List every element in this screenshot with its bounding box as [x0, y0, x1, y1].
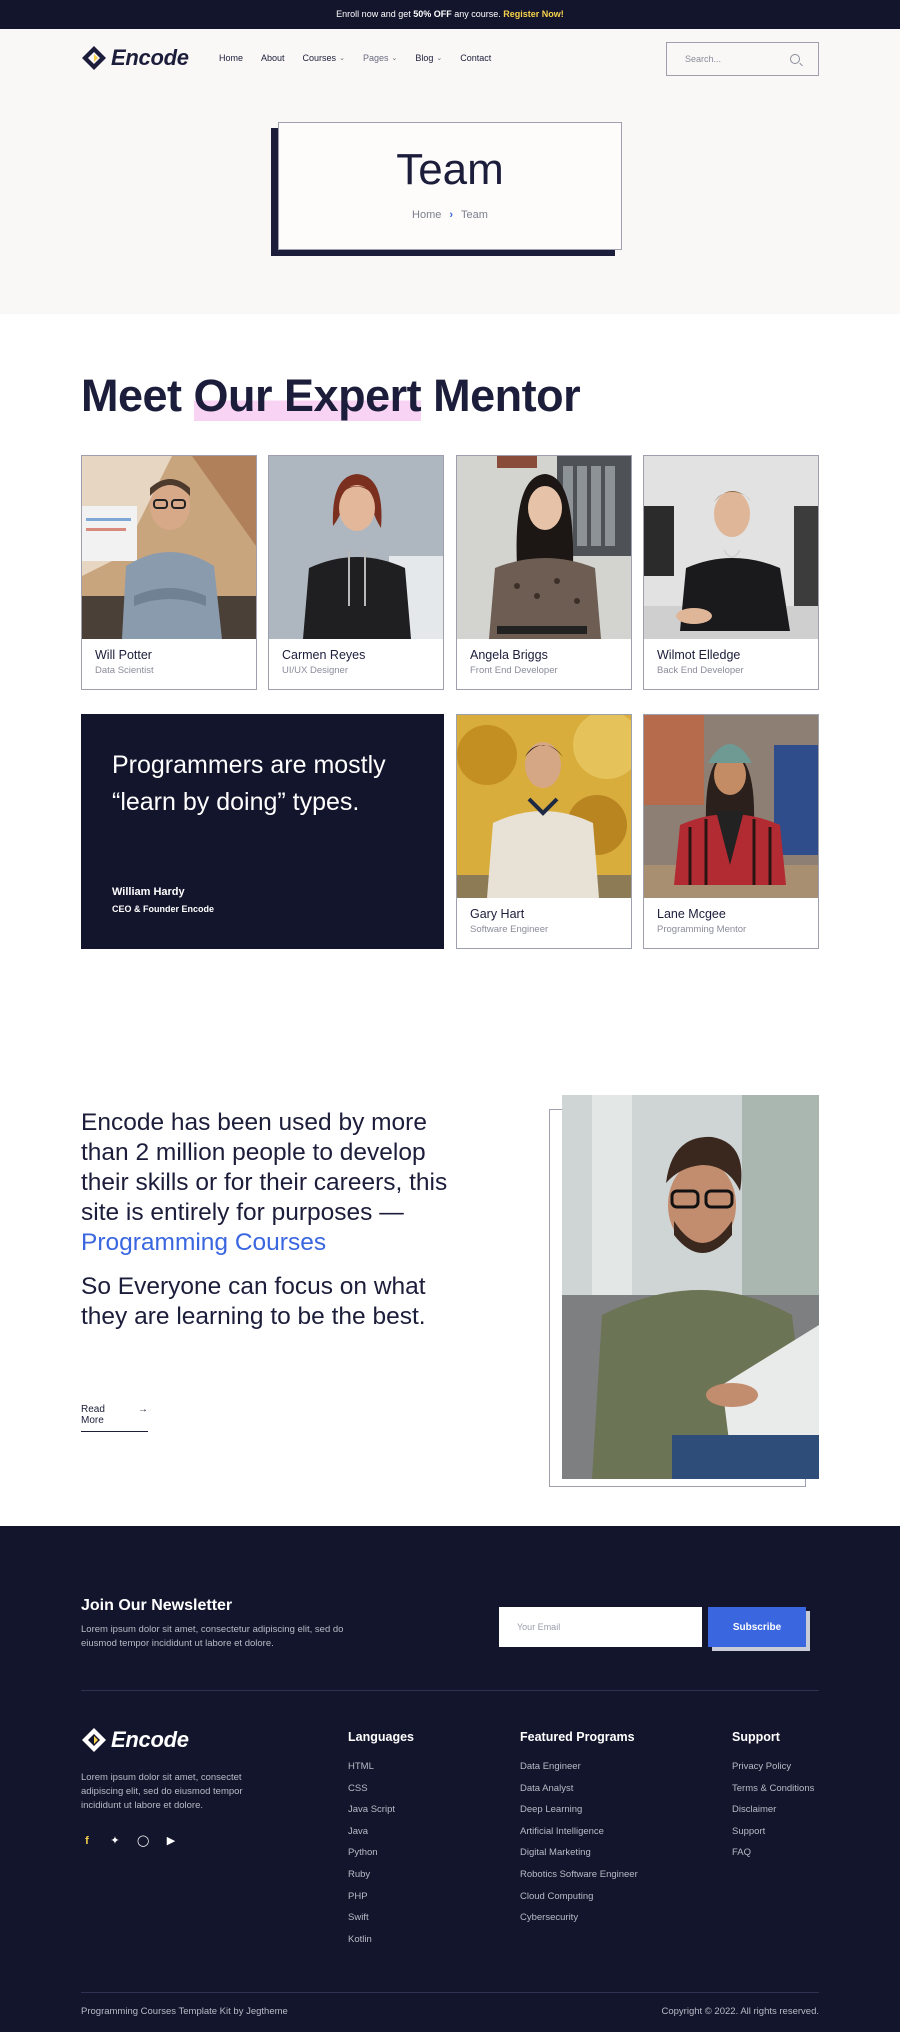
mentor-role: Software Engineer	[470, 924, 549, 935]
nav-label: About	[261, 53, 285, 63]
mentor-name: Wilmot Elledge	[657, 648, 741, 662]
mentor-card[interactable]	[456, 714, 632, 949]
promo-paragraph-2: So Everyone can focus on what they are learning to be the best.	[81, 1273, 426, 1330]
topbar-text: Enroll now and get	[336, 9, 414, 19]
mentor-name: Will Potter	[95, 648, 152, 662]
footer-link[interactable]: PHP	[348, 1890, 368, 1902]
title-text: Meet	[81, 370, 194, 421]
quote-text: Programmers are mostly “learn by doing” types.	[112, 751, 386, 816]
footer-link[interactable]: Ruby	[348, 1868, 371, 1880]
footer-link[interactable]: FAQ	[732, 1847, 752, 1859]
search-icon[interactable]	[790, 54, 800, 64]
topbar-text-after: any course.	[451, 9, 501, 19]
social-links	[81, 1834, 177, 1847]
footer-link[interactable]: Cloud Computing	[520, 1890, 594, 1902]
breadcrumb-home[interactable]: Home	[412, 209, 442, 221]
footer-link[interactable]: Java Script	[348, 1804, 395, 1816]
chevron-down-icon: ⌄	[391, 55, 398, 62]
read-more-label: Read More	[81, 1404, 105, 1426]
mentor-card[interactable]	[643, 714, 819, 949]
footer-copyright: Copyright © 2022. All rights reserved.	[661, 2006, 819, 2017]
footer-credit: Programming Courses Template Kit by Jegtheme	[81, 2006, 288, 2017]
mentor-name: Lane Mcgee	[657, 907, 726, 921]
mentor-name: Gary Hart	[470, 907, 525, 921]
subscribe-button[interactable]: Subscribe	[708, 1607, 806, 1647]
nav-item-pages[interactable]	[363, 53, 397, 63]
footer-link[interactable]: Data Engineer	[520, 1761, 581, 1772]
promo-text: Encode has been used by more than 2 million people to develop their skills or for their careers, this site is entirely for purposes —	[81, 1109, 448, 1226]
chevron-down-icon: ⌄	[339, 55, 345, 62]
footer-link[interactable]: Python	[348, 1847, 378, 1859]
footer-link[interactable]: Terms & Conditions	[732, 1782, 815, 1794]
logo-icon	[81, 45, 107, 71]
title-highlight: Our Expert	[193, 370, 422, 421]
mentor-card[interactable]	[643, 455, 819, 690]
mentor-photo	[644, 456, 818, 639]
footer-link[interactable]: Cybersecurity	[520, 1912, 579, 1924]
breadcrumb	[279, 209, 621, 221]
mentor-role: Front End Developer	[470, 665, 558, 676]
quote-block	[81, 714, 444, 949]
quote-author-position: CEO & Founder Encode	[112, 904, 215, 914]
topbar-discount: 50% OFF	[413, 9, 452, 19]
footer-link[interactable]: Artificial Intelligence	[520, 1825, 604, 1837]
footer-column-title: Languages	[348, 1730, 414, 1744]
footer-link[interactable]: Disclaimer	[732, 1804, 777, 1816]
logo[interactable]	[81, 45, 189, 71]
mentors-section	[0, 314, 900, 1024]
arrow-right-icon: →	[138, 1404, 148, 1415]
footer-link[interactable]: HTML	[348, 1761, 374, 1772]
title-text: Mentor	[421, 370, 581, 421]
nav-label: Courses	[302, 53, 337, 63]
footer-link[interactable]: Deep Learning	[520, 1804, 583, 1816]
mentor-role: UI/UX Designer	[282, 665, 348, 676]
footer-divider	[81, 1690, 819, 1691]
newsletter-desc: Lorem ipsum dolor sit amet, consectetur adipiscing elit, sed do eiusmod tempor incididunt ut labore et dolore.	[81, 1624, 344, 1649]
main-nav	[219, 53, 491, 63]
facebook-icon[interactable]: f	[85, 1834, 89, 1847]
quote-author: William Hardy	[112, 886, 185, 898]
page-title: Team	[396, 145, 504, 194]
footer-column-support	[732, 1730, 814, 1864]
logo-text: Encode	[111, 1727, 189, 1752]
mentor-photo	[269, 456, 443, 639]
promo-paragraph	[81, 1108, 471, 1258]
mentor-photo	[82, 456, 256, 639]
footer-link[interactable]: Support	[732, 1825, 766, 1837]
chevron-right-icon: ›	[449, 209, 454, 221]
mentor-card[interactable]	[268, 455, 444, 690]
mentor-role: Programming Mentor	[657, 924, 747, 935]
instagram-icon[interactable]: ◯	[137, 1835, 150, 1847]
mentor-photo	[644, 715, 818, 898]
search-box[interactable]	[666, 42, 819, 76]
footer	[0, 1526, 900, 2032]
footer-link[interactable]: Java	[348, 1825, 369, 1837]
nav-item-courses[interactable]	[303, 53, 345, 63]
mentor-photo	[457, 456, 631, 639]
nav-item-about[interactable]	[261, 53, 285, 63]
mentor-photo	[457, 715, 631, 898]
mentor-role: Back End Developer	[657, 665, 744, 676]
footer-link[interactable]: Kotlin	[348, 1933, 372, 1945]
nav-item-contact[interactable]	[460, 53, 491, 63]
hero-card	[278, 122, 622, 250]
programming-courses-link[interactable]: Programming Courses	[81, 1229, 327, 1256]
chevron-down-icon: ⌄	[436, 55, 443, 62]
section-title	[81, 370, 580, 422]
footer-link[interactable]: CSS	[348, 1782, 368, 1794]
footer-column-programs	[520, 1730, 638, 1929]
promo-topbar	[0, 0, 900, 29]
breadcrumb-current: Team	[461, 209, 488, 221]
email-field[interactable]	[499, 1607, 702, 1647]
logo-text: Encode	[111, 45, 189, 70]
mentor-name: Carmen Reyes	[282, 648, 366, 662]
footer-link[interactable]: Digital Marketing	[520, 1847, 591, 1859]
footer-divider	[81, 1992, 819, 1993]
twitter-icon[interactable]: ✦	[110, 1835, 120, 1847]
search-input[interactable]	[685, 54, 775, 64]
mentor-role: Data Scientist	[95, 665, 154, 676]
footer-link[interactable]: Data Analyst	[520, 1782, 574, 1794]
nav-label: Contact	[460, 53, 492, 63]
read-more-link[interactable]	[81, 1404, 148, 1432]
hero-section	[0, 29, 900, 314]
footer-column-title: Support	[732, 1730, 780, 1744]
footer-link[interactable]: Robotics Software Engineer	[520, 1868, 638, 1880]
register-now-link[interactable]: Register Now!	[503, 9, 564, 19]
nav-label: Pages	[362, 53, 389, 63]
nav-item-blog[interactable]	[415, 53, 442, 63]
mentor-card[interactable]	[81, 455, 257, 690]
footer-desc: Lorem ipsum dolor sit amet, consectet adipiscing elit, sed do eiusmod tempor incididunt ut labore et dolore.	[81, 1772, 243, 1811]
footer-logo[interactable]	[81, 1727, 189, 1753]
footer-column-languages	[348, 1730, 414, 1950]
nav-item-home[interactable]	[219, 53, 243, 63]
footer-column-title: Featured Programs	[520, 1730, 635, 1744]
nav-label: Blog	[415, 53, 434, 63]
mentor-card[interactable]	[456, 455, 632, 690]
logo-icon	[81, 1727, 107, 1753]
mentor-name: Angela Briggs	[470, 648, 548, 662]
youtube-icon[interactable]: ▶	[166, 1835, 176, 1847]
footer-link[interactable]: Swift	[348, 1912, 369, 1924]
nav-label: Home	[219, 53, 244, 63]
footer-link[interactable]: Privacy Policy	[732, 1761, 792, 1772]
about-section	[0, 1024, 900, 1526]
promo-photo	[562, 1095, 819, 1479]
newsletter-title: Join Our Newsletter	[81, 1597, 233, 1614]
